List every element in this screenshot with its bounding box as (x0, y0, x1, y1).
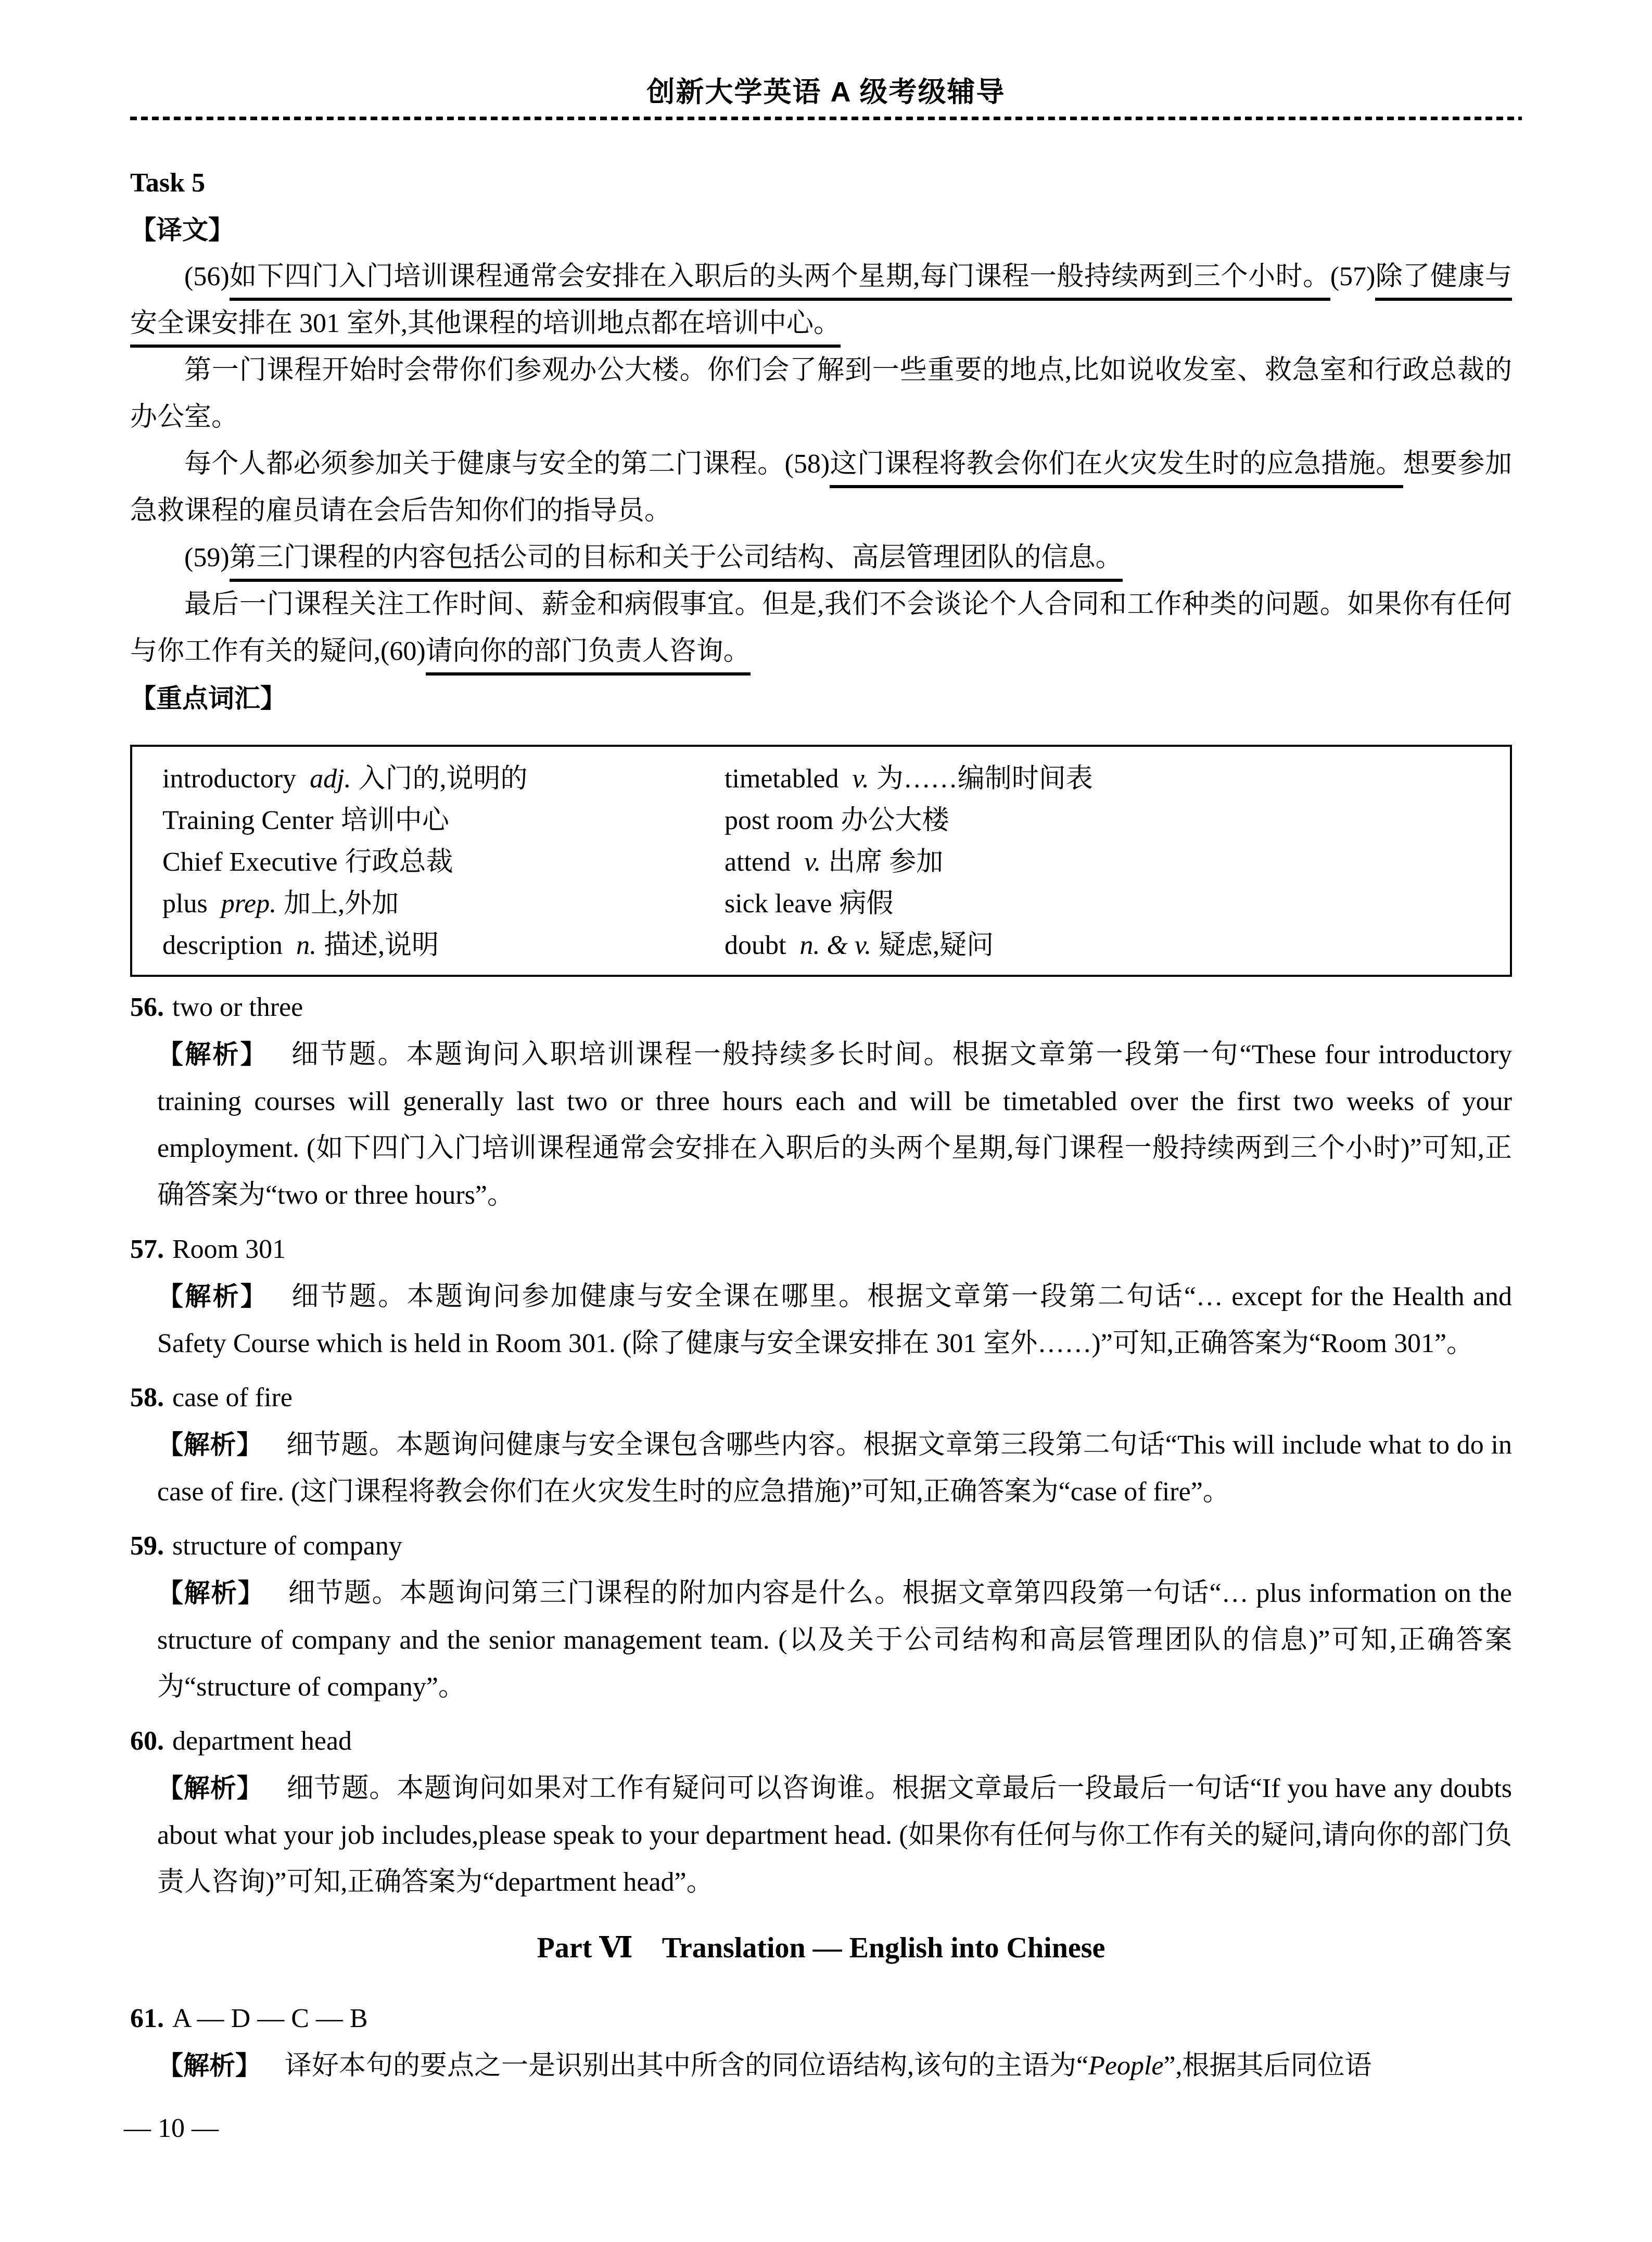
question-59-explanation (157, 1570, 1512, 1711)
question-number: 59. (130, 1531, 164, 1561)
vocab-pos: v. (852, 764, 869, 794)
explanation-text: ”,根据其后同位语 (1163, 2051, 1372, 2081)
vocab-row (132, 925, 1510, 966)
vocab-row (132, 800, 1510, 842)
question-number: 57. (130, 1234, 164, 1264)
translation-paragraph-5 (130, 581, 1512, 675)
blank-marker-59: (59) (184, 543, 230, 572)
explain-label: 【解析】 (157, 1774, 263, 1803)
vocab-term: doubt (725, 931, 786, 960)
question-number: 60. (130, 1726, 164, 1756)
vocab-row (132, 883, 1510, 925)
translation-paragraph-1 (130, 253, 1512, 347)
blank-marker-56: (56) (184, 262, 230, 291)
question-57-explanation (157, 1273, 1512, 1367)
paragraph-text: 最后一门课程关注工作时间、薪金和病假事宜。但是,我们不会谈论个人合同和工作种类的问题。如果你有任何与你工作有关的疑问, (130, 590, 1512, 666)
explain-label: 【解析】 (157, 2051, 261, 2080)
question-61-explanation (157, 2042, 1512, 2090)
vocab-term: attend (725, 847, 791, 877)
vocab-term: post room (725, 806, 834, 835)
blank-marker-60: (60) (380, 636, 426, 666)
page-number: — 10 — (124, 2113, 219, 2143)
vocab-meaning: 入门的,说明的 (358, 764, 528, 794)
question-answer: A — D — C — B (172, 2004, 368, 2033)
question-number: 58. (130, 1383, 164, 1412)
vocab-entry (162, 842, 725, 883)
explanation-text: 细节题。本题询问参加健康与安全课在哪里。根据文章第一段第二句话“… except for the Health and Safety Course which is held in Room 301. (除了健康与安全课安排在 301 室外……)”可知,正确答案为“Room 301”。 (157, 1282, 1513, 1358)
underlined-sentence-56: 如下四门入门培训课程通常会安排在入职后的头两个星期,每门课程一般持续两到三个小时。 (230, 262, 1330, 301)
blank-marker-57: (57) (1330, 262, 1376, 291)
underlined-sentence-60: 请向你的部门负责人咨询。 (426, 636, 751, 676)
vocab-meaning: 行政总裁 (345, 847, 453, 877)
vocab-term: description (162, 931, 283, 960)
vocab-term: sick leave (725, 889, 832, 919)
underlined-sentence-59: 第三门课程的内容包括公司的目标和关于公司结构、高层管理团队的信息。 (230, 543, 1123, 582)
explanation-text: 细节题。本题询问第三门课程的附加内容是什么。根据文章第四段第一句话“… plus information on the structure of company and the senior management team. (以及关于公司结构和高层管理团队的信息)”可知,正确答案为“structure of company”。 (157, 1578, 1513, 1702)
question-61-heading (130, 1995, 1512, 2042)
question-answer: case of fire (172, 1383, 293, 1412)
explain-label: 【解析】 (157, 1578, 265, 1608)
translation-paragraph-2 (130, 347, 1512, 441)
vocab-row (132, 842, 1510, 883)
translation-paragraph-4 (130, 534, 1512, 581)
explanation-text: 细节题。本题询问入职培训课程一般持续多长时间。根据文章第一段第一句“These four introductory training courses will generally last two or three hours each and will be timetabled over the first two weeks of your employment. (如下四门入门培训课程通常会安排在入职后的头两个星期,每门课程一般持续两到三个小时)”可知,正确答案为“two or three hours”。 (157, 1040, 1512, 1210)
part6-heading: Part Ⅵ Translation — English into Chinese (537, 1932, 1105, 1964)
task-heading: Task 5 (130, 168, 206, 198)
question-57-heading (130, 1226, 1512, 1273)
vocab-entry (162, 758, 725, 800)
explain-label: 【解析】 (157, 1040, 268, 1069)
translation-paragraph-3 (130, 441, 1512, 534)
question-answer: two or three (172, 992, 303, 1022)
question-60-explanation (157, 1765, 1512, 1906)
page-footer (124, 2105, 1512, 2152)
vocab-entry (162, 925, 725, 966)
italic-subject-word: People (1088, 2051, 1164, 2081)
paragraph-text: 第一门课程开始时会带你们参观办公大楼。你们会了解到一些重要的地点,比如说收发室、救急室和行政总裁的办公室。 (130, 355, 1512, 432)
vocab-term: Chief Executive (162, 847, 338, 877)
vocab-meaning: 病假 (839, 889, 894, 919)
header-divider (130, 117, 1522, 120)
vocab-meaning: 培训中心 (340, 806, 449, 835)
question-number: 61. (130, 2004, 164, 2033)
blank-marker-58: (58) (784, 449, 830, 479)
vocab-entry (725, 925, 1510, 966)
vocab-pos: prep. (221, 889, 277, 919)
explanation-text: 细节题。本题询问健康与安全课包含哪些内容。根据文章第三段第二句话“This will include what to do in case of fire. (这门课程将教会你们在火灾发生时的应急措施)”可知,正确答案为“case of fire”。 (157, 1430, 1513, 1507)
paragraph-text: 每个人都必须参加关于健康与安全的第二门课程。 (184, 449, 785, 479)
vocab-pos: adj. (310, 764, 351, 794)
vocab-term: plus (162, 889, 208, 919)
question-number: 56. (130, 992, 164, 1022)
vocab-pos: n. & v. (799, 931, 872, 960)
vocab-entry (725, 758, 1510, 800)
question-59-heading (130, 1523, 1512, 1570)
vocab-meaning: 出席 参加 (828, 847, 944, 877)
paragraph-text: 想要参加急救课程的雇员请在会后告知你们的指导员。 (130, 449, 1512, 526)
vocab-pos: v. (804, 847, 821, 877)
question-answer: structure of company (172, 1531, 402, 1561)
vocab-entry (725, 800, 1510, 842)
vocab-meaning: 办公大楼 (841, 806, 949, 835)
question-58-explanation (157, 1421, 1512, 1515)
vocab-meaning: 描述,说明 (324, 931, 439, 960)
main-content (0, 160, 1652, 2152)
vocab-entry (725, 883, 1510, 925)
question-56-explanation (157, 1031, 1512, 1219)
vocab-term: introductory (162, 764, 297, 794)
question-answer: department head (172, 1726, 352, 1756)
explanation-text: 细节题。本题询问如果对工作有疑问可以咨询谁。根据文章最后一段最后一句话“If you have any doubts about what your job includes,please speak to your department head. (如果你有任何与你工作有关的疑问,请向你的部门负责人咨询)”可知,正确答案为“department head”。 (157, 1774, 1513, 1897)
translation-section-label: 【译文】 (130, 215, 234, 245)
page-header (0, 0, 1652, 120)
vocab-meaning: 加上,外加 (284, 889, 399, 919)
vocab-term: Training Center (162, 806, 334, 835)
book-title: 创新大学英语 A 级考级辅导 (646, 77, 1006, 108)
explain-label: 【解析】 (157, 1430, 263, 1459)
vocab-entry (725, 842, 1510, 883)
vocab-row (132, 758, 1510, 800)
vocab-meaning: 疑虑,疑问 (879, 931, 994, 960)
vocab-term: timetabled (725, 764, 839, 794)
explain-label: 【解析】 (157, 1282, 269, 1311)
vocab-meaning: 为……编制时间表 (876, 764, 1093, 794)
question-answer: Room 301 (172, 1234, 286, 1264)
vocab-pos: n. (296, 931, 317, 960)
underlined-sentence-57: 除了健康与安全课安排在 301 室外,其他课程的培训地点都在培训中心。 (130, 262, 1512, 348)
question-58-heading (130, 1374, 1512, 1421)
underlined-sentence-58: 这门课程将教会你们在火灾发生时的应急措施。 (830, 449, 1403, 488)
vocab-box (130, 745, 1512, 977)
vocab-section-label: 【重点词汇】 (130, 684, 286, 713)
question-60-heading (130, 1718, 1512, 1765)
vocab-entry (162, 883, 725, 925)
explanation-text: 译好本句的要点之一是识别出其中所含的同位语结构,该句的主语为“ (285, 2051, 1089, 2081)
vocab-entry (162, 800, 725, 842)
question-56-heading (130, 984, 1512, 1031)
